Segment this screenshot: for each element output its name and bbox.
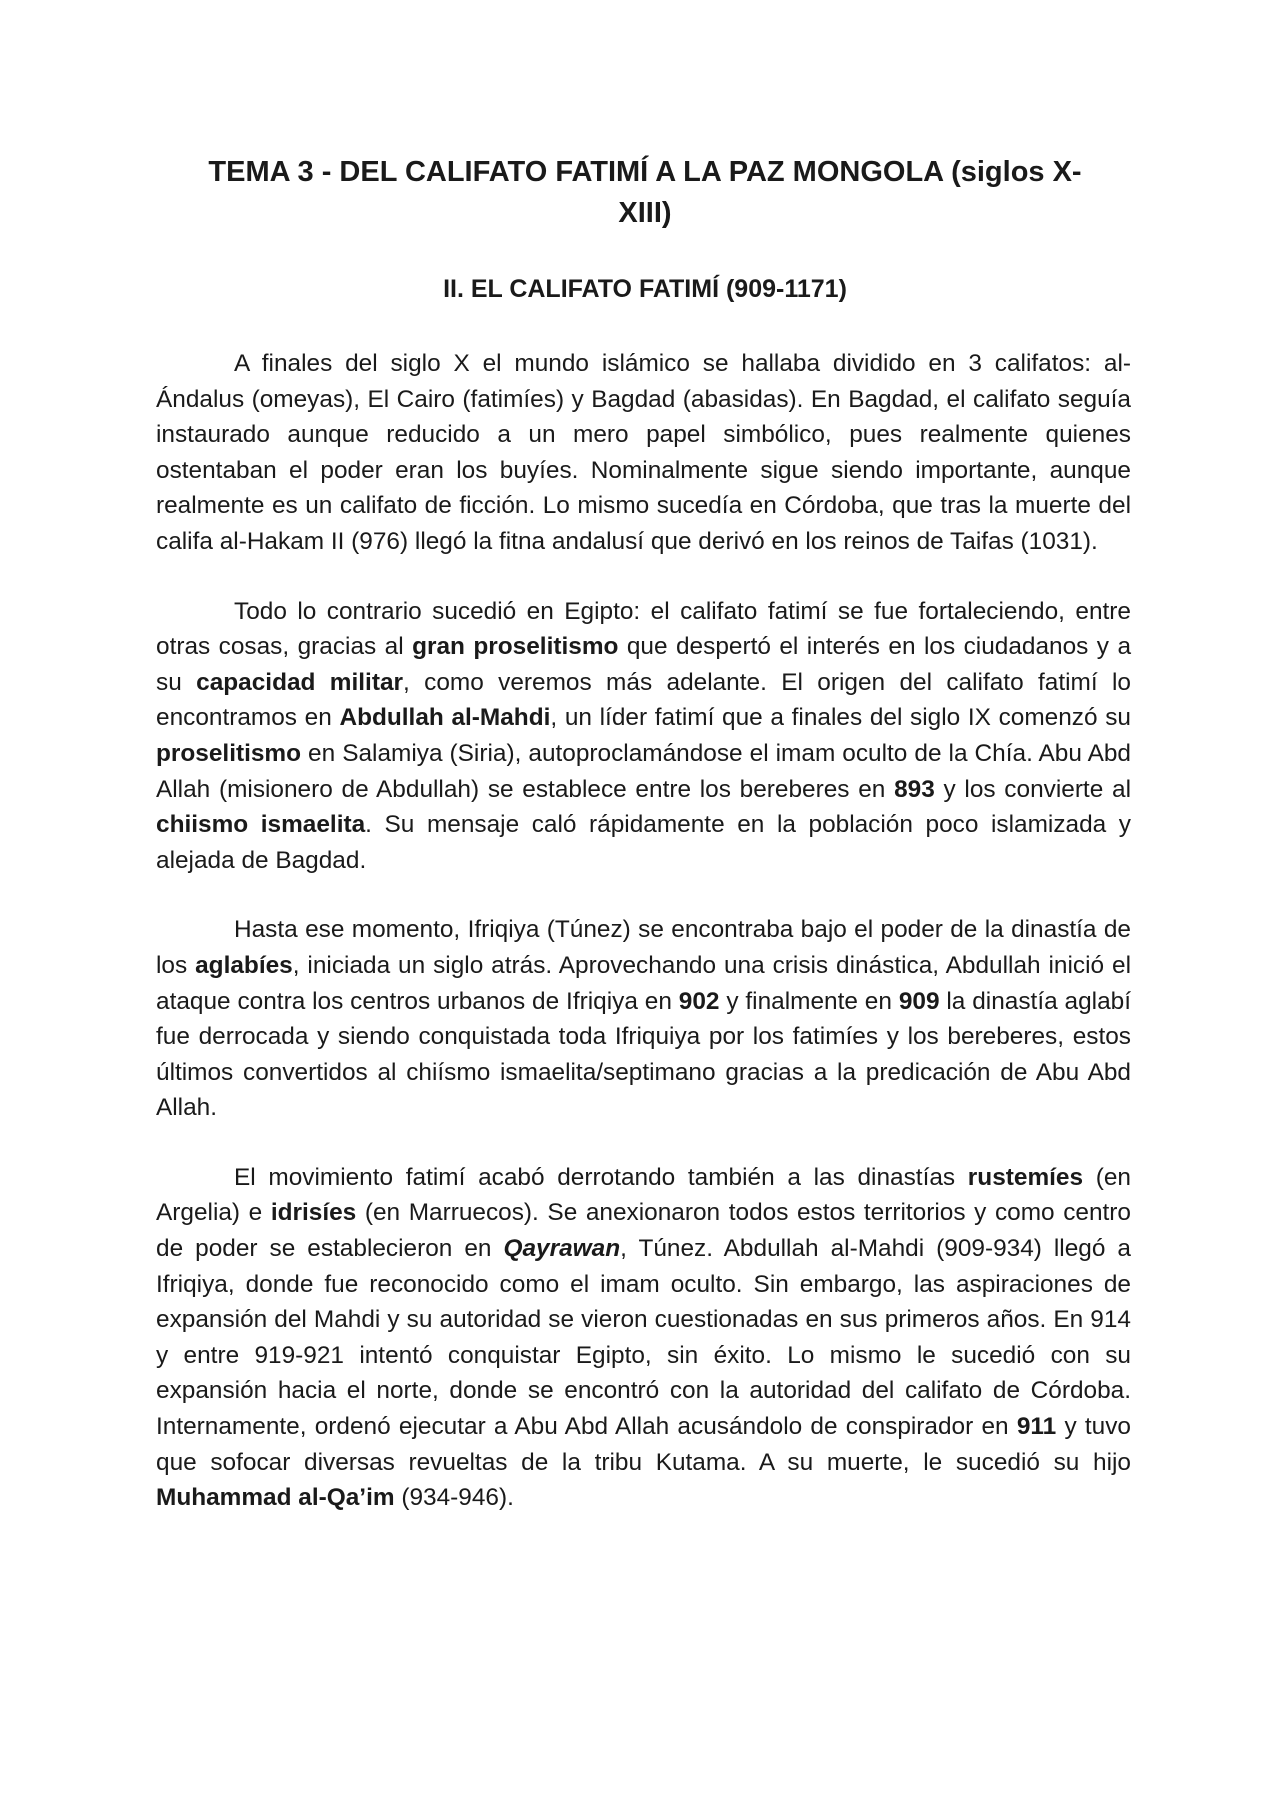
bold-term: gran proselitismo [412, 633, 619, 661]
text-run: y los convierte al [934, 775, 1131, 803]
section-heading: II. EL CALIFATO FATIMÍ (909-1171) [443, 275, 847, 303]
paragraph-1: A finales del siglo X el mundo islámico se hallaba dividido en 3 califatos: al-Ándalus (omeyas), El Cairo (fatimíes) y Bagdad (abasidas). En Bagdad, el califato seguía instaurado aunque reducido a un mero papel simbólico, pues realmente quienes ostentaban el poder eran los buyíes. Nominalmente sigue siendo importante, aunque realmente es un califato de ficción. Lo mismo sucedía en Córdoba, que tras la muerte del califa al-Hakam II (976) llegó la fitna andalusí que derivó en los reinos de Taifas (1031). [156, 350, 1131, 555]
text-run: , iniciada un siglo atrás. Aprovechando una crisis dinástica, Abdullah inició el ataque contra los centros urbanos de Ifriqiya en [156, 951, 1131, 1015]
text-run: y finalmente en [719, 987, 899, 1015]
bold-term: Muhammad al-Qa’im [156, 1484, 395, 1512]
bold-term: rustemíes [967, 1163, 1084, 1191]
text-run: , Túnez. Abdullah al-Mahdi (909-934) llegó a Ifriqiya, donde fue reconocido como el imam oculto. Sin embargo, las aspiraciones de expansión del Mahdi y su autoridad se vieron cuestionadas en sus primeros años. En 914 y entre 919-921 intentó conquistar Egipto, sin éxito. Lo mismo le sucedió con su expansión hacia el norte, donde se encontró con la autoridad del califato de Córdoba. Internamente, ordenó ejecutar a Abu Abd Allah acusándolo de conspirador en [156, 1235, 1131, 1441]
text-run: (en Marruecos). Se anexionaron todos estos territorios y como centro de poder se establecieron en [156, 1199, 1131, 1263]
document-body [156, 346, 1131, 1550]
bold-term: 893 [894, 775, 935, 803]
paragraph-2 [156, 594, 1131, 879]
bold-term: proselitismo [156, 739, 302, 767]
bold-italic-term: Qayrawan [503, 1235, 621, 1263]
text-run: en Salamiya (Siria), autoproclamándose el imam oculto de la Chía. Abu Abd Allah (misionero de Abdullah) se establece entre los bereberes en [156, 739, 1131, 803]
text-run: Hasta ese momento, Ifriqiya (Túnez) se encontraba bajo el poder de la dinastía de los [156, 916, 1131, 979]
text-run: que despertó el interés en los ciudadanos y a su [156, 633, 1132, 696]
text-run: , un líder fatimí que a finales del siglo IX comenzó su [550, 704, 1131, 732]
text-run: (en Argelia) e [156, 1163, 1131, 1227]
bold-term: 909 [898, 987, 940, 1015]
bold-term: 902 [678, 987, 720, 1015]
text-run: Todo lo contrario sucedió en Egipto: el califato fatimí se fue fortaleciendo, entre otras cosas, gracias al [156, 597, 1131, 661]
bold-term: 911 [1016, 1413, 1057, 1441]
page-title: TEMA 3 - DEL CALIFATO FATIMÍ A LA PAZ MONGOLA (siglos X-XIII) [208, 156, 1082, 229]
paragraph-3 [156, 912, 1131, 1126]
bold-term: idrisíes [270, 1199, 357, 1227]
text-run: . Su mensaje caló rápidamente en la población poco islamizada y alejada de Bagdad. [156, 811, 1131, 874]
text-run: El movimiento fatimí acabó derrotando también a las dinastías [234, 1163, 968, 1191]
bold-term: capacidad militar [196, 668, 404, 696]
text-run: la dinastía aglabí fue derrocada y siendo conquistada toda Ifriquiya por los fatimíes y los bereberes, estos últimos convertidos al chiísmo ismaelita/septimano gracias a la predicación de Abu Abd Allah. [156, 987, 1131, 1122]
bold-term: aglabíes [195, 951, 293, 979]
text-run: y tuvo que sofocar diversas revueltas de la tribu Kutama. A su muerte, le sucedió su hijo [156, 1413, 1131, 1476]
text-run: (934-946). [394, 1484, 514, 1512]
bold-term: Abdullah al-Mahdi [339, 704, 551, 732]
bold-term: chiismo ismaelita [156, 811, 366, 839]
paragraph-4 [156, 1160, 1131, 1516]
text-run: , como veremos más adelante. El origen del califato fatimí lo encontramos en [156, 668, 1131, 732]
